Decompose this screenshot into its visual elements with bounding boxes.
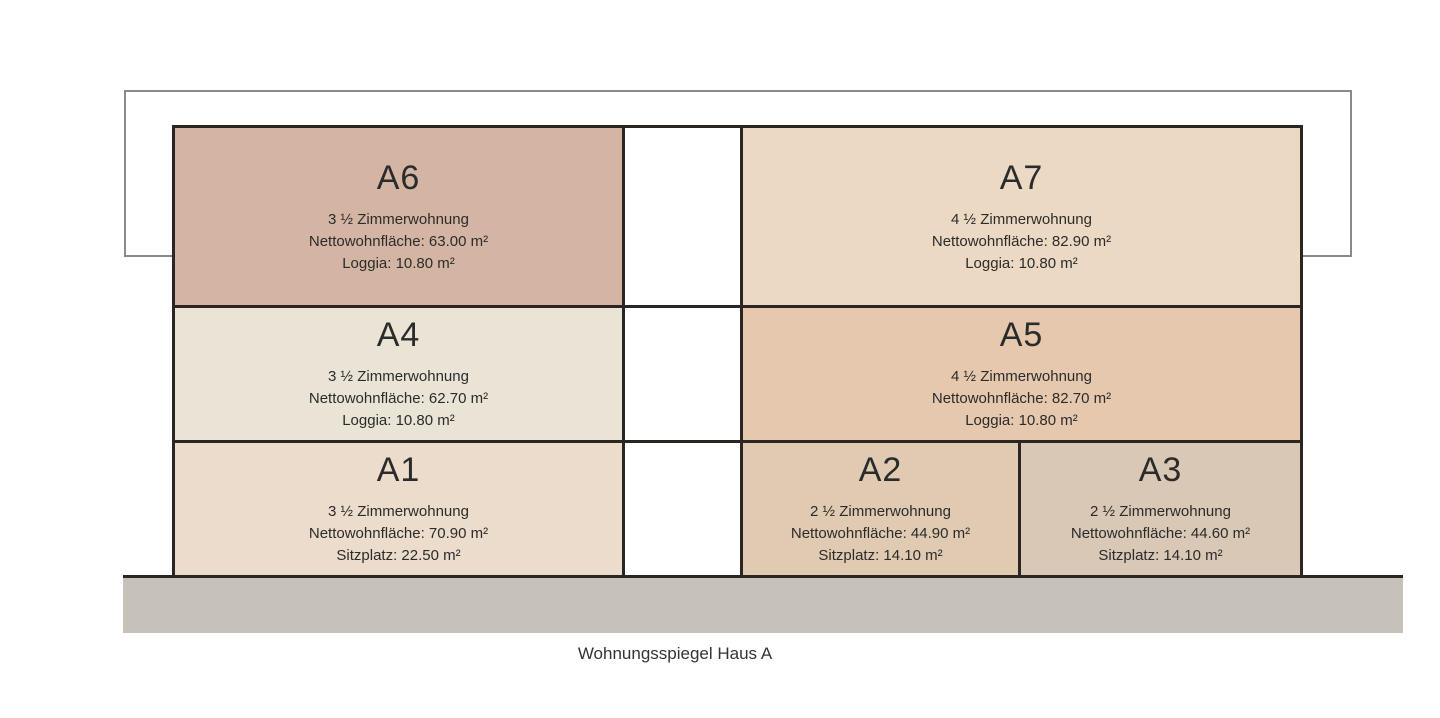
unit-a3-type: 2 ½ Zimmerwohnung: [1090, 503, 1231, 520]
unit-a6-type: 3 ½ Zimmerwohnung: [328, 210, 469, 228]
unit-a5-details: [932, 366, 1111, 432]
unit-a6-area: Nettowohnfläche: 63.00 m²: [308, 232, 489, 250]
unit-a2: [740, 440, 1021, 578]
unit-a1: [172, 440, 625, 578]
unit-a2-type: 2 ½ Zimmerwohnung: [810, 503, 951, 520]
unit-a5-outdoor: Loggia: 10.80 m²: [965, 412, 1078, 429]
unit-a6: [172, 125, 625, 308]
unit-a6-details: [309, 209, 488, 275]
unit-a2-outdoor: Sitzplatz: 14.10 m²: [818, 547, 943, 564]
unit-a3-area: Nettowohnfläche: 44.60 m²: [1070, 525, 1251, 542]
unit-a6-outdoor: Loggia: 10.80 m²: [342, 254, 455, 272]
unit-a4-label: A4: [376, 316, 421, 354]
ground-strip: [123, 575, 1403, 633]
unit-a2-area: Nettowohnfläche: 44.90 m²: [790, 525, 971, 542]
unit-a7-outdoor: Loggia: 10.80 m²: [965, 254, 1078, 272]
unit-a3-details: [1071, 501, 1250, 567]
unit-a4-outdoor: Loggia: 10.80 m²: [342, 412, 455, 429]
unit-a5: [740, 305, 1303, 443]
unit-a1-area: Nettowohnfläche: 70.90 m²: [308, 525, 489, 542]
unit-a5-type: 4 ½ Zimmerwohnung: [951, 368, 1092, 385]
unit-a2-details: [791, 501, 970, 567]
unit-a4: [172, 305, 625, 443]
unit-a5-area: Nettowohnfläche: 82.70 m²: [931, 390, 1112, 407]
unit-a4-type: 3 ½ Zimmerwohnung: [328, 368, 469, 385]
stairwell-cell-bottom: [622, 440, 743, 578]
unit-a6-label: A6: [376, 158, 421, 197]
unit-a1-outdoor: Sitzplatz: 22.50 m²: [336, 547, 461, 564]
diagram-caption: Wohnungsspiegel Haus A: [577, 644, 773, 663]
unit-a3-outdoor: Sitzplatz: 14.10 m²: [1098, 547, 1223, 564]
unit-a7-details: [932, 209, 1111, 275]
unit-a7: [740, 125, 1303, 308]
unit-a1-label: A1: [376, 451, 421, 489]
stairwell-cell-middle: [622, 305, 743, 443]
unit-a7-area: Nettowohnfläche: 82.90 m²: [931, 232, 1112, 250]
unit-a4-details: [309, 366, 488, 432]
unit-a3-label: A3: [1138, 451, 1183, 489]
unit-a7-label: A7: [999, 158, 1044, 197]
unit-a2-label: A2: [858, 451, 903, 489]
unit-a4-area: Nettowohnfläche: 62.70 m²: [308, 390, 489, 407]
unit-a3: [1018, 440, 1303, 578]
stairwell-cell-top: [622, 125, 743, 308]
unit-a1-type: 3 ½ Zimmerwohnung: [328, 503, 469, 520]
unit-a7-type: 4 ½ Zimmerwohnung: [951, 210, 1092, 228]
unit-a5-label: A5: [999, 316, 1044, 354]
unit-a1-details: [309, 501, 488, 567]
